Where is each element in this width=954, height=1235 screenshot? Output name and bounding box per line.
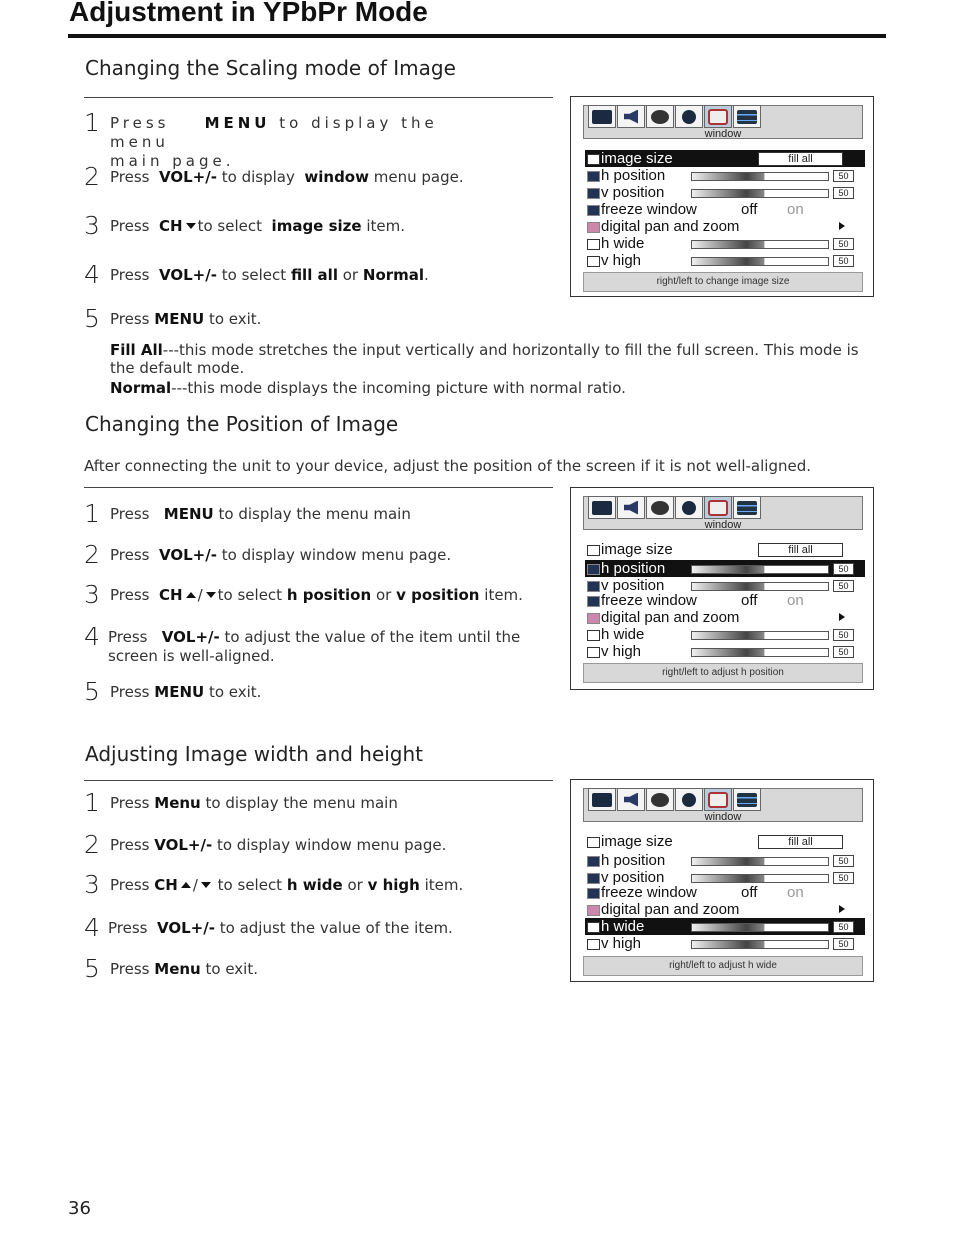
step-text: Press [110,217,150,235]
osd-caption: window [704,519,742,531]
step-text: to exit. [208,683,262,701]
osd-footer: right/left to change image size [583,272,863,292]
step-text: to select [217,876,283,894]
osd-label: h wide [601,918,645,935]
speaker-icon [624,501,638,515]
osd-row-h-wide[interactable] [585,918,865,935]
step-text: Press [108,628,148,646]
osd-label: v high [601,252,642,269]
v-high-slider[interactable] [691,257,829,266]
arrow-right-icon [839,222,845,230]
h-wide-icon [587,922,600,933]
h-position-slider[interactable] [691,565,829,574]
step-text: or [342,266,359,284]
arrow-down-icon [201,882,211,888]
step-text: to display the menu main [218,505,411,523]
osd-row-h-position[interactable] [585,167,865,184]
speaker-icon [624,793,638,807]
step-text: to select [217,586,283,604]
step-text: Press [110,168,150,186]
tab-setup[interactable] [675,496,703,519]
v-high-slider[interactable] [691,648,829,657]
step-number: 1 [84,108,100,137]
arrow-down-icon [186,223,196,229]
step-text: item. [424,876,464,894]
section-rule [84,780,553,781]
osd-label: h position [601,560,666,577]
color-icon [651,793,669,807]
fill-all-value: fill all [758,835,843,849]
step-text: to display window menu page. [221,546,452,564]
tab-sound[interactable] [617,105,645,128]
key-vol: VOL+/- [159,546,217,564]
note-term: Normal [110,379,172,397]
step-text: Press [110,114,170,132]
tab-tv[interactable] [704,788,732,811]
osd-label: v position [601,577,665,594]
globe-icon [682,110,696,124]
h-wide-slider[interactable] [691,923,829,932]
step-text: Press [110,546,150,564]
h-position-icon [587,856,600,867]
v-position-slider[interactable] [691,189,829,198]
osd-row-freeze-window[interactable] [585,592,865,609]
tab-setup[interactable] [675,788,703,811]
osd-row-image-size[interactable] [585,541,865,560]
title-rule [68,34,886,38]
tab-sound[interactable] [617,496,645,519]
h-wide-slider[interactable] [691,240,829,249]
slider-value: 50 [833,646,854,658]
step-number: 4 [84,622,100,651]
step-text: . [424,266,429,284]
option-on: on [787,884,804,901]
osd-label: h position [601,852,666,869]
step-number: 5 [84,954,100,983]
section-rule [84,487,553,488]
arrow-up-icon [181,882,191,888]
osd-row-h-position[interactable] [585,852,865,869]
tab-window[interactable] [733,105,761,128]
key-menu: MENU [204,114,271,132]
tab-color[interactable] [646,496,674,519]
image-size-icon [587,154,600,165]
key-menu: Menu [154,794,201,812]
osd-footer: right/left to adjust h position [583,663,863,683]
key-vol: VOL+/- [154,836,213,854]
step-text: Press [110,586,150,604]
v-position-slider[interactable] [691,874,829,883]
osd-label: freeze window [601,592,697,609]
step-text: to select [197,217,262,235]
slider-value: 50 [833,255,854,267]
option-on: on [787,592,804,609]
step-number: 3 [84,870,100,899]
h-position-icon [587,564,600,575]
h-wide-icon [587,239,600,250]
osd-row-digital-pan[interactable] [585,609,865,626]
osd-row-v-position[interactable] [585,577,865,592]
tv-icon [708,109,728,125]
section-heading-width-height: Adjusting Image width and height [85,742,424,766]
note-fill-all [110,341,870,377]
zoom-icon [587,905,600,916]
h-position-slider[interactable] [691,172,829,181]
slider-value: 50 [833,563,854,575]
osd-row-image-size[interactable] [585,833,865,852]
tab-color[interactable] [646,788,674,811]
v-high-slider[interactable] [691,940,829,949]
separator: / [197,586,203,604]
tab-window[interactable] [733,788,761,811]
tab-setup[interactable] [675,105,703,128]
osd-row-h-wide[interactable] [585,235,865,252]
key-menu: MENU [163,505,214,523]
fill-all-value: fill all [758,152,843,166]
arrow-right-icon [839,905,845,913]
step-text: Press [110,836,150,854]
color-icon [651,501,669,515]
zoom-icon [587,613,600,624]
step-text: screen is well-aligned. [108,647,275,665]
step-text: item. [484,586,523,604]
osd-label: digital pan and zoom [601,901,740,918]
slider-value: 50 [833,170,854,182]
key-vol: VOL+/- [157,919,215,937]
osd-menu-image-size [570,96,874,297]
h-position-slider[interactable] [691,857,829,866]
step-text: Press [110,266,150,284]
v-position-icon [587,188,600,199]
option-off: off [741,884,758,901]
osd-row-v-high[interactable] [585,643,865,660]
key-vol: VOL+/- [159,266,217,284]
osd-label: digital pan and zoom [601,609,740,626]
key-vol: VOL+/- [161,628,220,646]
step-text: menu page. [373,168,464,186]
arrow-right-icon [839,613,845,621]
page-title: Adjustment in YPbPr Mode [69,0,428,27]
screen-icon [592,110,612,124]
osd-caption: window [704,128,742,140]
speaker-icon [624,110,638,124]
step-number: 2 [84,830,100,859]
step-text: or [347,876,363,894]
step-text: to display the menu main [205,794,398,812]
option-off: off [741,592,758,609]
screen-icon [592,501,612,515]
v-high-icon [587,647,600,658]
osd-row-v-high[interactable] [585,935,865,952]
option-normal: Normal [362,266,425,284]
osd-footer: right/left to adjust h wide [583,956,863,976]
key-ch: CH [159,586,183,604]
step-text: to display window menu page. [216,836,447,854]
step-text: Press [110,794,150,812]
item-name: v position [396,586,480,604]
osd-row-freeze-window[interactable] [585,884,865,901]
tab-color[interactable] [646,105,674,128]
step-text: or [375,586,392,604]
step-text: Press [110,505,150,523]
menu-name: window [304,168,369,186]
option-off: off [741,201,758,218]
step-text: to select [221,266,287,284]
tab-picture[interactable] [588,496,616,519]
step-text: item. [366,217,405,235]
v-position-icon [587,873,600,884]
page-number: 36 [68,1198,91,1219]
item-name: v high [367,876,420,894]
v-high-icon [587,939,600,950]
freeze-icon [587,888,600,899]
globe-icon [682,501,696,515]
osd-label: h wide [601,626,645,643]
osd-row-h-wide[interactable] [585,626,865,643]
h-wide-slider[interactable] [691,631,829,640]
osd-label: v position [601,184,665,201]
tab-sound[interactable] [617,788,645,811]
step-number: 4 [84,913,100,942]
section-heading-position: Changing the Position of Image [85,412,399,436]
tv-icon [708,792,728,808]
osd-menu-h-position [570,487,874,690]
globe-icon [682,793,696,807]
key-vol: VOL+/- [159,168,217,186]
slider-value: 50 [833,921,854,933]
v-position-slider[interactable] [691,582,829,591]
osd-label: v high [601,643,642,660]
slider-value: 50 [833,872,854,884]
slider-value: 50 [833,580,854,592]
osd-row-digital-pan[interactable] [585,218,865,235]
osd-row-image-size[interactable] [585,150,865,167]
zoom-icon [587,222,600,233]
note-text: ---this mode displays the incoming picture with normal ratio. [171,379,626,397]
h-position-icon [587,171,600,182]
section-rule [84,97,553,98]
step-number: 3 [84,580,100,609]
item-name: h position [286,586,372,604]
slider-value: 50 [833,187,854,199]
key-menu: MENU [154,683,205,701]
h-wide-icon [587,630,600,641]
freeze-icon [587,205,600,216]
step-text: to display the menu [110,114,438,151]
fill-all-value: fill all [758,543,843,557]
step-text: to adjust the value of the item until the [224,628,521,646]
step-text: to exit. [205,960,259,978]
step-text: Press [110,960,150,978]
slider-value: 50 [833,855,854,867]
v-high-icon [587,256,600,267]
osd-label: freeze window [601,201,697,218]
v-position-icon [587,581,600,592]
tab-tv[interactable] [704,496,732,519]
key-menu: Menu [154,960,201,978]
key-ch: CH [154,876,178,894]
image-size-icon [587,837,600,848]
step-text: Press [108,919,148,937]
step-number: 5 [84,304,100,333]
osd-row-digital-pan[interactable] [585,901,865,918]
osd-caption: window [704,811,742,823]
osd-row-v-high[interactable] [585,252,865,269]
step-number: 1 [84,788,100,817]
window-icon [737,501,757,515]
step-text: Press [110,310,150,328]
color-icon [651,110,669,124]
step-number: 2 [84,540,100,569]
note-term: Fill All [110,341,163,359]
osd-label: image size [601,150,673,167]
slider-value: 50 [833,938,854,950]
step-text: to adjust the value of the item. [219,919,453,937]
tab-window[interactable] [733,496,761,519]
option-fill-all: fill all [290,266,338,284]
slider-value: 50 [833,238,854,250]
option-on: on [787,201,804,218]
tab-picture[interactable] [588,788,616,811]
item-name: image size [271,217,362,235]
step-number: 4 [84,260,100,289]
osd-label: v position [601,869,665,886]
step-number: 5 [84,677,100,706]
osd-header [583,496,863,530]
osd-label: image size [601,833,673,850]
separator: / [192,876,198,894]
window-icon [737,793,757,807]
tv-icon [708,500,728,516]
arrow-up-icon [186,592,196,598]
osd-row-v-position[interactable] [585,184,865,201]
tab-picture[interactable] [588,105,616,128]
section-intro: After connecting the unit to your device, adjust the position of the screen if it is not well-aligned. [84,457,811,475]
osd-row-v-position[interactable] [585,869,865,884]
step-number: 3 [84,211,100,240]
item-name: h wide [286,876,343,894]
note-text: ---this mode stretches the input vertically and horizontally to fill the full screen. This mode is the default mode. [110,341,859,377]
slider-value: 50 [833,629,854,641]
osd-menu-h-wide [570,779,874,982]
osd-row-freeze-window[interactable] [585,201,865,218]
key-menu: MENU [154,310,205,328]
step-text: Press [110,876,150,894]
osd-label: digital pan and zoom [601,218,740,235]
section-heading-scaling: Changing the Scaling mode of Image [85,56,456,80]
step-number: 2 [84,162,100,191]
freeze-icon [587,596,600,607]
arrow-down-icon [206,592,216,598]
osd-header [583,105,863,139]
osd-label: freeze window [601,884,697,901]
window-icon [737,110,757,124]
note-normal [110,379,870,397]
osd-label: v high [601,935,642,952]
osd-label: image size [601,541,673,558]
step-text: to display [221,168,295,186]
step-number: 1 [84,499,100,528]
image-size-icon [587,545,600,556]
step-text: main page. [110,152,235,170]
step-text: Press [110,683,150,701]
osd-header [583,788,863,822]
osd-label: h position [601,167,666,184]
key-ch: CH [159,217,183,235]
osd-row-h-position[interactable] [585,560,865,577]
step-text: to exit. [208,310,262,328]
screen-icon [592,793,612,807]
tab-tv[interactable] [704,105,732,128]
osd-label: h wide [601,235,645,252]
